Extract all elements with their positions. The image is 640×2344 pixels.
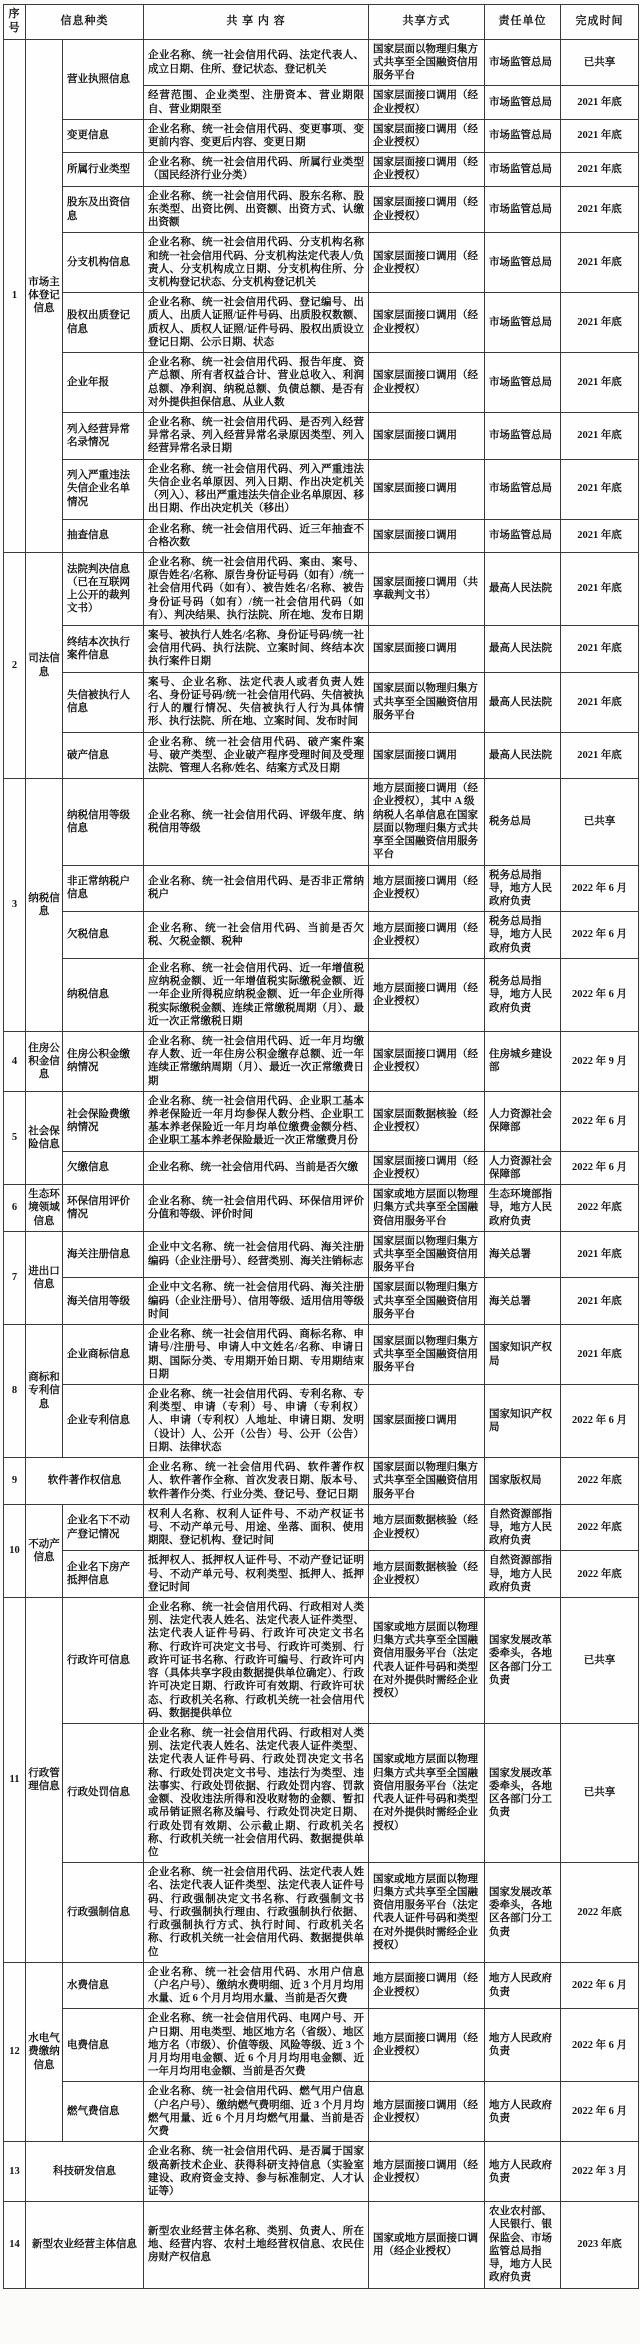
unit-cell: 税务总局指导，地方人民政府负责	[485, 865, 561, 912]
info-sharing-table	[3, 4, 639, 2289]
table-row	[4, 1031, 639, 1091]
column-header-sharing-method: 共享方式	[369, 5, 485, 40]
table-row	[4, 519, 639, 552]
unit-cell: 国家发展改革委牵头，各地区各部门分工负责	[485, 1598, 561, 1724]
row-number-cell: 14	[4, 2202, 26, 2288]
content-cell: 企业名称、统一社会信用代码、燃气用户信息（户名户号）、缴纳燃气费明细、近 3 个月月均燃气用量、近 6 个月月均燃气用量、当前是否欠费	[144, 2082, 369, 2142]
unit-cell: 自然资源部指导，地方人民政府负责	[485, 1504, 561, 1551]
content-cell: 企业名称、统一社会信用代码、分支机构名称和统一社会信用代码、分支机构法定代表人/负责人、分支机构成立日期、分支机构住所、分支机构登记状态、分支机构登记机关	[144, 233, 369, 293]
time-cell: 2022 年 6 月	[561, 912, 639, 959]
content-cell: 案号、企业名称、法定代表人或者负责人姓名、身份证号码/统一社会信用代码、失信被执行人的履行情况、失信被执行人行为具体情形、执行法院、所在地、立案时间、发布时间	[144, 672, 369, 732]
info-type-cell: 失信被执行人信息	[63, 672, 144, 732]
info-type-cell: 企业专利信息	[63, 1384, 144, 1457]
time-cell: 2021 年底	[561, 186, 639, 233]
content-cell: 企业名称、统一社会信用代码、变更事项、变更前内容、变更后内容、变更日期	[144, 119, 369, 152]
table-body	[4, 39, 639, 2288]
unit-cell: 海关总署	[485, 1231, 561, 1278]
info-type-cell: 变更信息	[63, 119, 144, 152]
content-cell: 权利人名称、权利人证件号、不动产权证书号、不动产单元号、用途、坐落、面积、使用期限、登记机构、登记时间	[144, 1504, 369, 1551]
category-cell: 商标和专利信息	[26, 1325, 63, 1458]
method-cell: 国家层面接口调用（经企业授权）	[369, 293, 485, 353]
content-cell: 企业名称、统一社会信用代码、报告年度、资产总额、所有者权益合计、营业总收入、利润总额、净利润、纳税总额、负债总额、是否有对外提供担保信息、从业人数	[144, 353, 369, 413]
unit-cell: 生态环境部指导，地方人民政府负责	[485, 1185, 561, 1232]
category-cell: 司法信息	[26, 552, 63, 778]
unit-cell: 市场监管总局	[485, 233, 561, 293]
time-cell: 2022 年底	[561, 1185, 639, 1232]
method-cell: 国家层面接口调用（经企业授权）	[369, 119, 485, 152]
info-type-cell: 非正常纳税户信息	[63, 865, 144, 912]
method-cell: 国家或地方层面接口调用（经企业授权）	[369, 2202, 485, 2288]
method-cell: 国家层面以物理归集方式共享至全国融资信用服务平台	[369, 672, 485, 732]
content-cell: 新型农业经营主体名称、类别、负责人、所在地、经营内容、农村土地经营权信息、农民住房财产权信息	[144, 2202, 369, 2288]
column-header-responsible-unit: 责任单位	[485, 5, 561, 40]
info-type-cell: 行政强制信息	[63, 1863, 144, 1963]
unit-cell: 最高人民法院	[485, 626, 561, 673]
table-row	[4, 2202, 639, 2288]
table-row	[4, 39, 639, 86]
method-cell: 国家或地方层面以物理归集方式共享至全国融资信用服务平台（法定代表人证件号码和类型在对外提供时需经企业授权）	[369, 1863, 485, 1963]
table-row	[4, 293, 639, 353]
unit-cell: 市场监管总局	[485, 86, 561, 119]
content-cell: 企业名称、统一社会信用代码、企业职工基本养老保险近一年月均参保人数分档、企业职工基本养老保险近一年月均单位缴费金额分档、企业职工基本养老保险最近一次正常缴费月份	[144, 1091, 369, 1151]
time-cell: 已共享	[561, 1598, 639, 1724]
time-cell: 2021 年底	[561, 552, 639, 625]
info-type-cell: 海关信用等级	[63, 1278, 144, 1325]
table-row	[4, 233, 639, 293]
time-cell: 2022 年 6 月	[561, 865, 639, 912]
unit-cell: 市场监管总局	[485, 119, 561, 152]
content-cell: 企业名称、统一社会信用代码、股东名称、股东类型、出资比例、出资额、出资方式、认缴出资额	[144, 186, 369, 233]
content-cell: 企业名称、统一社会信用代码、当前是否欠税、欠税金额、税种	[144, 912, 369, 959]
time-cell: 2021 年底	[561, 1231, 639, 1278]
info-type-cell: 企业年报	[63, 353, 144, 413]
method-cell: 地方层面接口调用（经企业授权）	[369, 2142, 485, 2202]
unit-cell: 地方人民政府负责	[485, 1962, 561, 2009]
time-cell: 2022 年底	[561, 1551, 639, 1598]
time-cell: 2023 年底	[561, 2202, 639, 2288]
content-cell: 企业名称、统一社会信用代码、行政相对人类别、法定代表人姓名、法定代表人证件类型、法定代表人证件号码、行政处罚决定文书名称、行政处罚决定文书号、违法行为类型、违法事实、行政处罚依据、行政处罚内容、罚款金额、没收违法所得和没收财物的金额、暂扣或吊销证照名称及编号、行政处罚决定日期、行政处罚有效期、公示截止期、行政机关名称、行政机关统一社会信用代码、数据提供单位	[144, 1724, 369, 1863]
time-cell: 2022 年 6 月	[561, 2009, 639, 2082]
info-type-cell: 行政处罚信息	[63, 1724, 144, 1863]
table-row	[4, 1278, 639, 1325]
time-cell: 2022 年底	[561, 1458, 639, 1505]
unit-cell: 市场监管总局	[485, 519, 561, 552]
content-cell: 企业名称、统一社会信用代码、是否属于国家级高新技术企业、获得科研支持信息（实验室建设、政府资金支持、参与标准制定、人才认证等）	[144, 2142, 369, 2202]
method-cell: 国家层面接口调用（共享裁判文书）	[369, 552, 485, 625]
content-cell: 企业名称、统一社会信用代码、近一年月均缴存人数、近一年住房公积金缴存总额、近一年连续正常缴纳周期（月）、最近一次正常缴费日期	[144, 1031, 369, 1091]
time-cell: 2022 年 6 月	[561, 2082, 639, 2142]
table-row	[4, 732, 639, 779]
category-cell: 生态环境领域信息	[26, 1185, 63, 1232]
method-cell: 地方层面接口调用（经企业授权），其中 A 级纳税人名单信息在国家层面以物理归集方式共享至全国融资信用服务平台	[369, 779, 485, 865]
table-row	[4, 353, 639, 413]
category-cell: 新型农业经营主体信息	[26, 2202, 144, 2288]
method-cell: 国家层面接口调用	[369, 626, 485, 673]
table-header-row	[4, 5, 639, 40]
method-cell: 国家层面接口调用	[369, 459, 485, 519]
row-number-cell: 10	[4, 1504, 26, 1597]
row-number-cell: 4	[4, 1031, 26, 1091]
table-row	[4, 1863, 639, 1963]
unit-cell: 市场监管总局	[485, 293, 561, 353]
method-cell: 地方层面数据核验（经企业授权）	[369, 1551, 485, 1598]
unit-cell: 农业农村部、人民银行、银保监会、市场监管总局指导，地方人民政府负责	[485, 2202, 561, 2288]
method-cell: 国家层面接口调用	[369, 412, 485, 459]
row-number-cell: 7	[4, 1231, 26, 1324]
table-row	[4, 1504, 639, 1551]
method-cell: 国家层面接口调用	[369, 519, 485, 552]
info-type-cell: 股东及出资信息	[63, 186, 144, 233]
row-number-cell: 1	[4, 39, 26, 552]
unit-cell: 海关总署	[485, 1278, 561, 1325]
category-cell: 水电气费缴纳信息	[26, 1962, 63, 2142]
unit-cell: 国家版权局	[485, 1458, 561, 1505]
unit-cell: 税务总局指导，地方人民政府负责	[485, 912, 561, 959]
row-number-cell: 6	[4, 1185, 26, 1232]
content-cell: 企业名称、统一社会信用代码、案由、案号、原告姓名/名称、原告身份证号码（如有）/统一社会信用代码（如有）、被告姓名/名称、被告身份证号码（如有）/统一社会信用代码（如有）、判决结果、执行法院、所在地、发布日期	[144, 552, 369, 625]
time-cell: 2021 年底	[561, 293, 639, 353]
content-cell: 企业名称、统一社会信用代码、是否非正常纳税户	[144, 865, 369, 912]
time-cell: 2021 年底	[561, 732, 639, 779]
info-type-cell: 欠缴信息	[63, 1151, 144, 1184]
info-type-cell: 所属行业类型	[63, 153, 144, 186]
table-row	[4, 865, 639, 912]
content-cell: 企业名称、统一社会信用代码、评级年度、纳税信用等级	[144, 779, 369, 865]
time-cell: 已共享	[561, 779, 639, 865]
content-cell: 企业名称、统一社会信用代码、破产案件案号、破产类型、企业破产程序受理时间及受理法院、管理人名称/姓名、结案方式及日期	[144, 732, 369, 779]
time-cell: 2022 年 6 月	[561, 1384, 639, 1457]
category-cell: 软件著作权信息	[26, 1458, 144, 1505]
method-cell: 国家层面以物理归集方式共享至全国融资信用服务平台	[369, 1278, 485, 1325]
table-row	[4, 958, 639, 1031]
info-type-cell: 营业执照信息	[63, 39, 144, 119]
unit-cell: 最高人民法院	[485, 732, 561, 779]
table-row	[4, 2082, 639, 2142]
category-cell: 社会保险信息	[26, 1091, 63, 1184]
content-cell: 企业名称、统一社会信用代码、登记编号、出质人、出质人证照/证件号码、出质股权数额、质权人、质权人证照/证件号码、股权出质设立登记日期、公示日期、状态	[144, 293, 369, 353]
method-cell: 地方层面接口调用（经企业授权）	[369, 1962, 485, 2009]
info-type-cell: 企业名下不动产登记情况	[63, 1504, 144, 1551]
info-type-cell: 股权出质登记信息	[63, 293, 144, 353]
unit-cell: 国家发展改革委牵头，各地区各部门分工负责	[485, 1724, 561, 1863]
table-row	[4, 459, 639, 519]
time-cell: 2021 年底	[561, 626, 639, 673]
category-cell: 科技研发信息	[26, 2142, 144, 2202]
row-number-cell: 5	[4, 1091, 26, 1184]
unit-cell: 市场监管总局	[485, 186, 561, 233]
time-cell: 2021 年底	[561, 519, 639, 552]
info-type-cell: 水费信息	[63, 1962, 144, 2009]
time-cell: 2021 年底	[561, 153, 639, 186]
unit-cell: 地方人民政府负责	[485, 2082, 561, 2142]
table-row	[4, 1962, 639, 2009]
info-type-cell: 列入经营异常名录情况	[63, 412, 144, 459]
content-cell: 企业中文名称、统一社会信用代码、海关注册编码（企业注册号）、经营类别、海关注销标志	[144, 1231, 369, 1278]
info-type-cell: 企业名下房产抵押信息	[63, 1551, 144, 1598]
unit-cell: 国家知识产权局	[485, 1325, 561, 1385]
method-cell: 国家层面以物理归集方式共享至全国融资信用服务平台	[369, 1325, 485, 1385]
table-row	[4, 672, 639, 732]
unit-cell: 最高人民法院	[485, 672, 561, 732]
category-cell: 进出口信息	[26, 1231, 63, 1324]
method-cell: 国家层面接口调用	[369, 732, 485, 779]
time-cell: 2022 年 9 月	[561, 1031, 639, 1091]
content-cell: 抵押权人、抵押权人证件号、不动产登记证明号、不动产单元号、权利类型、抵押人、抵押登记时间	[144, 1551, 369, 1598]
table-row	[4, 1325, 639, 1385]
method-cell: 地方层面接口调用（经企业授权）	[369, 2082, 485, 2142]
method-cell: 国家层面接口调用（经企业授权）	[369, 186, 485, 233]
method-cell: 国家层面接口调用（经企业授权）	[369, 1151, 485, 1184]
category-cell: 纳税信息	[26, 779, 63, 1032]
method-cell: 地方层面接口调用（经企业授权）	[369, 912, 485, 959]
time-cell: 2022 年底	[561, 1504, 639, 1551]
row-number-cell: 12	[4, 1962, 26, 2142]
content-cell: 企业名称、统一社会信用代码、法定代表人姓名、法定代表人证件类型、法定代表人证件号码、行政强制决定文书名称、行政强制文书号、行政强制执行理由、行政强制执行依据、行政强制执行方式、执行时间、行政机关名称、行政机关统一社会信用代码、数据提供单位	[144, 1863, 369, 1963]
content-cell: 企业中文名称、统一社会信用代码、海关注册编码（企业注册号）、信用等级、适用信用等级时间	[144, 1278, 369, 1325]
category-cell: 行政管理信息	[26, 1598, 63, 1963]
time-cell: 2022 年底	[561, 1863, 639, 1963]
unit-cell: 市场监管总局	[485, 412, 561, 459]
method-cell: 国家或地方层面以物理归集方式共享至全国融资信用服务平台（法定代表人证件号码和类型在对外提供时需经企业授权）	[369, 1724, 485, 1863]
content-cell: 企业名称、统一社会信用代码、近一年增值税应纳税金额、近一年增值税实际缴税金额、近一年企业所得税应纳税金额、近一年企业所得税实际缴税金额、连续正常缴税周期（月）、最近一次正常缴税日期	[144, 958, 369, 1031]
unit-cell: 自然资源部指导，地方人民政府负责	[485, 1551, 561, 1598]
time-cell: 2022 年 6 月	[561, 1151, 639, 1184]
table-row	[4, 1724, 639, 1863]
time-cell: 2021 年底	[561, 1325, 639, 1385]
time-cell: 2022 年 6 月	[561, 1962, 639, 2009]
method-cell: 地方层面接口调用（经企业授权）	[369, 865, 485, 912]
column-header-shared-content: 共 享 内 容	[144, 5, 369, 40]
time-cell: 2022 年 6 月	[561, 1091, 639, 1151]
time-cell: 2021 年底	[561, 353, 639, 413]
time-cell: 2021 年底	[561, 233, 639, 293]
content-cell: 企业名称、统一社会信用代码、行政相对人类别、法定代表人姓名、法定代表人证件类型、法定代表人证件号码、行政许可决定文书名称、行政许可决定文书号、行政许可类别、行政许可证书名称、行政许可编号、行政许可内容（具体共享字段由数据提供单位确定）、行政许可决定日期、行政许可有效期、行政许可状态、行政机关名称、行政机关统一社会信用代码、数据提供单位	[144, 1598, 369, 1724]
time-cell: 2021 年底	[561, 86, 639, 119]
column-header-number: 序号	[4, 5, 26, 40]
info-type-cell: 终结本次执行案件信息	[63, 626, 144, 673]
time-cell: 2021 年底	[561, 459, 639, 519]
table-row	[4, 1151, 639, 1184]
unit-cell: 税务总局	[485, 779, 561, 865]
time-cell: 2021 年底	[561, 1278, 639, 1325]
method-cell: 国家层面以物理归集方式共享至全国融资信用服务平台	[369, 39, 485, 86]
unit-cell: 人力资源社会保障部	[485, 1151, 561, 1184]
info-type-cell: 电费信息	[63, 2009, 144, 2082]
unit-cell: 国家知识产权局	[485, 1384, 561, 1457]
info-type-cell: 行政许可信息	[63, 1598, 144, 1724]
table-row	[4, 412, 639, 459]
method-cell: 国家层面接口调用（经企业授权）	[369, 86, 485, 119]
content-cell: 企业名称、统一社会信用代码、软件著作权人、软件著作全称、首次发表日期、版本号、软件著作分类、行业分类、登记号、登记日期	[144, 1458, 369, 1505]
content-cell: 企业名称、统一社会信用代码、所属行业类型（国民经济行业分类）	[144, 153, 369, 186]
info-type-cell: 海关注册信息	[63, 1231, 144, 1278]
content-cell: 企业名称、统一社会信用代码、列入严重违法失信企业名单原因、列入日期、作出决定机关（列入）、移出严重违法失信企业名单原因、移出日期、作出决定机关（移出）	[144, 459, 369, 519]
time-cell: 2022 年 6 月	[561, 958, 639, 1031]
table-row	[4, 912, 639, 959]
time-cell: 2021 年底	[561, 119, 639, 152]
info-type-cell: 社会保险费缴纳情况	[63, 1091, 144, 1151]
method-cell: 国家层面以物理归集方式共享至全国融资信用服务平台	[369, 1458, 485, 1505]
content-cell: 案号、被执行人姓名/名称、身份证号码/统一社会信用代码、执行法院、立案时间、终结本次执行案件日期	[144, 626, 369, 673]
table-row	[4, 626, 639, 673]
row-number-cell: 13	[4, 2142, 26, 2202]
unit-cell: 市场监管总局	[485, 353, 561, 413]
content-cell: 企业名称、统一社会信用代码、专利名称、专利类型、申请（专利）号、申请（专利权）人、申请（专利权）人地址、申请日期、发明（设计）人、公开（公告）号、公开（公告）日期、法律状态	[144, 1384, 369, 1457]
column-header-completion-time: 完成时间	[561, 5, 639, 40]
table-row	[4, 779, 639, 865]
table-row	[4, 1598, 639, 1724]
method-cell: 国家层面接口调用（经企业授权）	[369, 233, 485, 293]
column-header-info-type: 信息种类	[26, 5, 144, 40]
content-cell: 企业名称、统一社会信用代码、法定代表人、成立日期、住所、登记状态、登记机关	[144, 39, 369, 86]
unit-cell: 最高人民法院	[485, 552, 561, 625]
time-cell: 2021 年底	[561, 672, 639, 732]
info-type-cell: 分支机构信息	[63, 233, 144, 293]
content-cell: 企业名称、统一社会信用代码、水用户信息（户名户号）、缴纳水费明细、近 3 个月月均用水量、近 6 个月月均用水量、当前是否欠费	[144, 1962, 369, 2009]
time-cell: 2021 年底	[561, 412, 639, 459]
category-cell: 市场主体登记信息	[26, 39, 63, 552]
table-row	[4, 2009, 639, 2082]
row-number-cell: 9	[4, 1458, 26, 1505]
method-cell: 国家层面接口调用（经企业授权）	[369, 153, 485, 186]
method-cell: 地方层面接口调用（经企业授权）	[369, 958, 485, 1031]
info-type-cell: 燃气费信息	[63, 2082, 144, 2142]
method-cell: 国家层面接口调用（经企业授权）	[369, 1031, 485, 1091]
table-row	[4, 119, 639, 152]
info-type-cell: 抽查信息	[63, 519, 144, 552]
time-cell: 2022 年 3 月	[561, 2142, 639, 2202]
info-type-cell: 企业商标信息	[63, 1325, 144, 1385]
info-type-cell: 法院判决信息（已在互联网上公开的裁判文书）	[63, 552, 144, 625]
method-cell: 地方层面数据核验（经企业授权）	[369, 1504, 485, 1551]
table-row	[4, 1384, 639, 1457]
row-number-cell: 8	[4, 1325, 26, 1458]
info-type-cell: 环保信用评价情况	[63, 1185, 144, 1232]
method-cell: 国家或地方层面以物理归集方式共享至全国融资信用服务平台	[369, 1185, 485, 1232]
table-row	[4, 1458, 639, 1505]
content-cell: 企业名称、统一社会信用代码、电网户号、开户日期、用电类型、地区地方名（省级）、地区地方名（市级）、价值等级、风险等级、近 3 个月月均用电金额、近 6 个月月均用电金额、近一年月均用电金额、当前是否欠费	[144, 2009, 369, 2082]
method-cell: 地方层面接口调用（经企业授权）	[369, 2009, 485, 2082]
unit-cell: 市场监管总局	[485, 153, 561, 186]
unit-cell: 地方人民政府负责	[485, 2142, 561, 2202]
method-cell: 国家层面接口调用	[369, 1384, 485, 1457]
table-row	[4, 1185, 639, 1232]
table-row	[4, 186, 639, 233]
content-cell: 企业名称、统一社会信用代码、近三年抽查不合格次数	[144, 519, 369, 552]
row-number-cell: 2	[4, 552, 26, 778]
method-cell: 国家或地方层面以物理归集方式共享至全国融资信用服务平台（法定代表人证件号码和类型在对外提供时需经企业授权）	[369, 1598, 485, 1724]
unit-cell: 市场监管总局	[485, 39, 561, 86]
unit-cell: 住房城乡建设部	[485, 1031, 561, 1091]
info-type-cell: 欠税信息	[63, 912, 144, 959]
info-type-cell: 纳税信息	[63, 958, 144, 1031]
table-row	[4, 1091, 639, 1151]
row-number-cell: 3	[4, 779, 26, 1032]
content-cell: 企业名称、统一社会信用代码、商标名称、申请号/注册号、申请人中文姓名/名称、申请日期、国际分类、专用期开始日期、专用期结束日期	[144, 1325, 369, 1385]
unit-cell: 人力资源社会保障部	[485, 1091, 561, 1151]
method-cell: 国家层面以物理归集方式共享至全国融资信用服务平台	[369, 1231, 485, 1278]
category-cell: 住房公积金信息	[26, 1031, 63, 1091]
unit-cell: 国家发展改革委牵头，各地区各部门分工负责	[485, 1863, 561, 1963]
content-cell: 经营范围、企业类型、注册资本、营业期限自、营业期限至	[144, 86, 369, 119]
table-row	[4, 2142, 639, 2202]
info-type-cell: 纳税信用等级信息	[63, 779, 144, 865]
content-cell: 企业名称、统一社会信用代码、是否列入经营异常名录、列入经营异常名录原因类型、列入经营异常名录日期	[144, 412, 369, 459]
table-row	[4, 1551, 639, 1598]
table-row	[4, 153, 639, 186]
time-cell: 已共享	[561, 1724, 639, 1863]
unit-cell: 税务总局指导，地方人民政府负责	[485, 958, 561, 1031]
unit-cell: 地方人民政府负责	[485, 2009, 561, 2082]
content-cell: 企业名称、统一社会信用代码、当前是否欠缴	[144, 1151, 369, 1184]
category-cell: 不动产信息	[26, 1504, 63, 1597]
info-type-cell: 列入严重违法失信企业名单情况	[63, 459, 144, 519]
table-row	[4, 552, 639, 625]
content-cell: 企业名称、统一社会信用代码、环保信用评价分值和等级、评价时间	[144, 1185, 369, 1232]
table-row	[4, 1231, 639, 1278]
method-cell: 国家层面接口调用（经企业授权）	[369, 353, 485, 413]
row-number-cell: 11	[4, 1598, 26, 1963]
unit-cell: 市场监管总局	[485, 459, 561, 519]
time-cell: 已共享	[561, 39, 639, 86]
info-type-cell: 住房公积金缴纳情况	[63, 1031, 144, 1091]
method-cell: 国家层面数据核验（经企业授权）	[369, 1091, 485, 1151]
info-type-cell: 破产信息	[63, 732, 144, 779]
